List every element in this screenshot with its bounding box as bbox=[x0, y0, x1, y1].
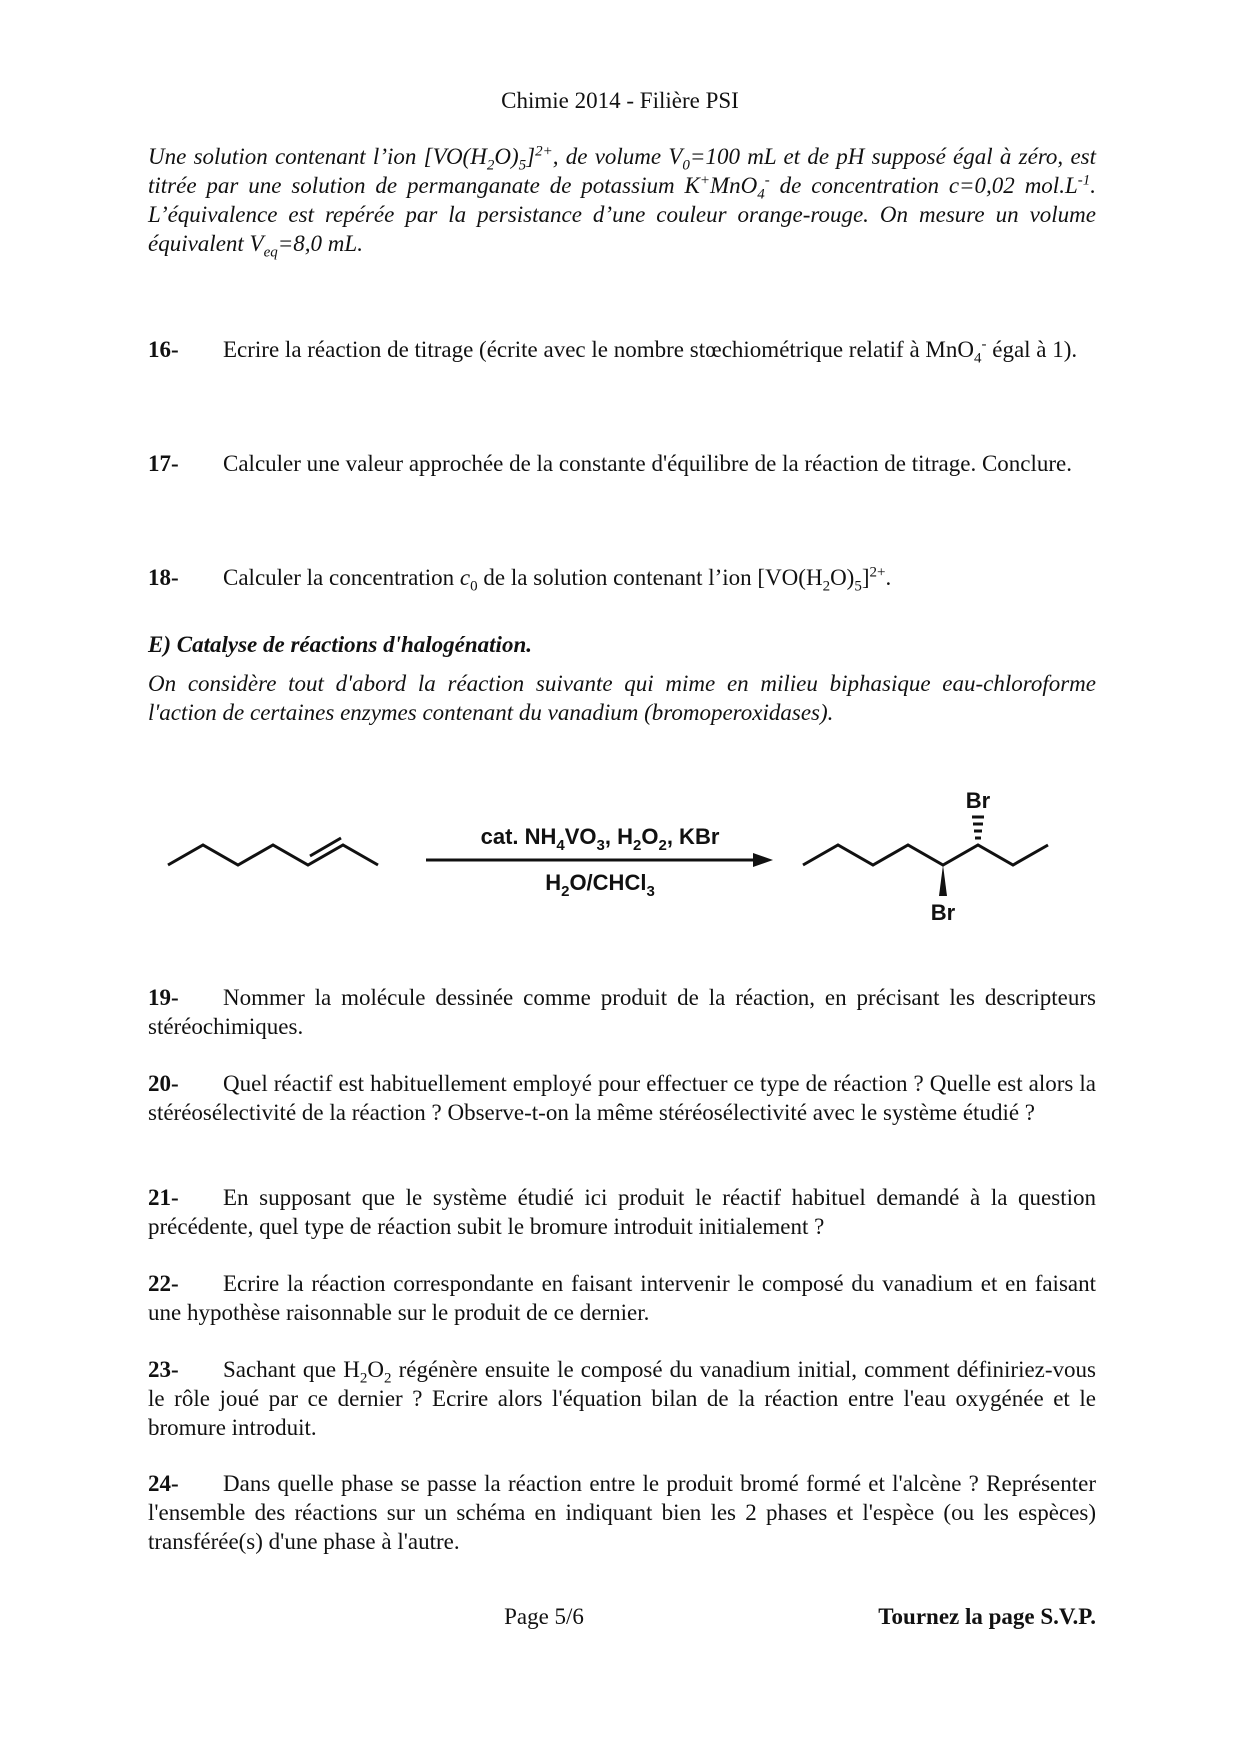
section-e-title: E) Catalyse de réactions d'halogénation. bbox=[148, 632, 532, 657]
question-24: 24- Dans quelle phase se passe la réaction entre le produit bromé formé et l'alcène ? Représenter l'ensemble des réactions sur un schéma en indiquant bien les 2 phases et l'espèce (ou les espèces) transférée(s) d'une phase à l'autre. bbox=[148, 1471, 1096, 1554]
reaction-scheme bbox=[148, 780, 1096, 950]
question-number: 18- bbox=[148, 565, 179, 590]
bromine-label-top: Br bbox=[965, 788, 991, 813]
question-21: 21- En supposant que le système étudié ici produit le réactif habituel demandé à la question précédente, quel type de réaction subit le bromure introduit initialement ? bbox=[148, 1185, 1096, 1239]
page-number: Page 5/6 bbox=[504, 1604, 584, 1629]
question-number: 20- bbox=[148, 1071, 179, 1096]
question-number: 17- bbox=[148, 451, 179, 476]
page-header: Chimie 2014 - Filière PSI bbox=[501, 88, 739, 113]
product-skeleton bbox=[803, 845, 1048, 865]
bromine-label-bottom: Br bbox=[930, 900, 956, 925]
intro-paragraph: Une solution contenant l’ion $[VO(H_2O)_5]^{2+}$, de volume $V_0=100$ mL et de pH supposé égal à zéro, est titrée par une solution de permanganate de potassium K+MnO$_4$- de concentration c=0,02 $mol.L^{-1}$. L’équivalence est repérée par la persistance d’une couleur orange-rouge. On mesure un volume équivalent $V_{eq}=8,0$ mL. bbox=[148, 143, 1096, 261]
question-20: 20- Quel réactif est habituellement employé pour effectuer ce type de réaction ? Quelle est alors la stéréosélectivité de la réaction ? Observe-t-on la même stéréosélectivité avec le système étudié ? bbox=[148, 1071, 1096, 1125]
reaction-conditions-above: cat. $NH_4VO_3$, $H_2O_2$, KBr bbox=[480, 824, 720, 854]
reaction-arrow-head bbox=[753, 853, 773, 867]
question-number: 21- bbox=[148, 1185, 179, 1210]
question-22: 22- Ecrire la réaction correspondante en faisant intervenir le composé du vanadium et en faisant une hypothèse raisonnable sur le produit de ce dernier. bbox=[148, 1271, 1096, 1325]
question-18: 18- Calculer la concentration $c_0$ de la solution contenant l’ion $[VO(H_2O)_5]^{2+}$. bbox=[148, 564, 892, 595]
product-wedge-bond bbox=[939, 865, 947, 896]
reaction-conditions-below: $H_2O/CHCl_3$ bbox=[545, 870, 655, 900]
question-number: 22- bbox=[148, 1271, 179, 1296]
question-number: 16- bbox=[148, 337, 179, 362]
product-hash-bond bbox=[972, 817, 984, 838]
question-number: 23- bbox=[148, 1357, 179, 1382]
section-e-intro: On considère tout d'abord la réaction suivante qui mime en milieu biphasique eau-chloroforme l'action de certaines enzymes contenant du vanadium (bromoperoxidases). bbox=[148, 671, 1096, 725]
reactant-alkene-skeleton bbox=[168, 845, 378, 865]
turn-page-note: Tournez la page S.V.P. bbox=[878, 1604, 1096, 1629]
question-number: 19- bbox=[148, 985, 179, 1010]
question-number: 24- bbox=[148, 1471, 179, 1496]
question-19: 19- Nommer la molécule dessinée comme produit de la réaction, en précisant les descripteurs stéréochimiques. bbox=[148, 985, 1096, 1039]
question-17: 17- Calculer une valeur approchée de la constante d'équilibre de la réaction de titrage. Conclure. bbox=[148, 451, 1073, 476]
question-23: 23- Sachant que $H_2O_2$ régénère ensuite le composé du vanadium initial, comment définiriez-vous le rôle joué par ce dernier ? Ecrire alors l'équation bilan de la réaction entre l'eau oxygénée et le bromure introduit. bbox=[148, 1357, 1096, 1440]
question-16: 16- Ecrire la réaction de titrage (écrite avec le nombre stœchiométrique relatif à MnO$_4$- égal à 1). bbox=[148, 336, 1078, 367]
